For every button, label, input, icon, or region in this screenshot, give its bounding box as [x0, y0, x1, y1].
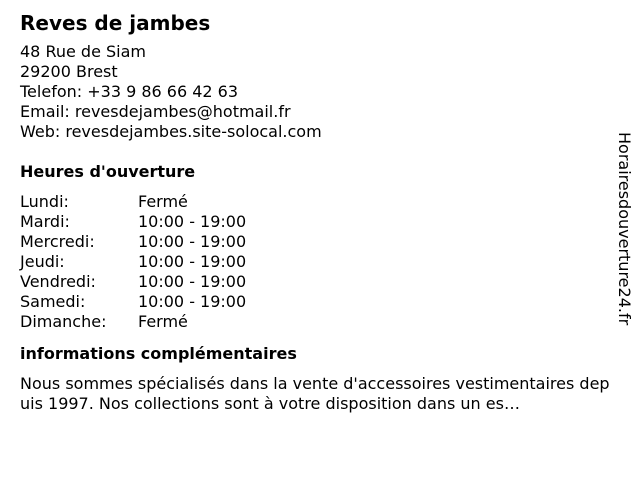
hours-time: Fermé: [138, 192, 188, 211]
hours-row-sunday: [20, 312, 610, 332]
hours-row-wednesday: [20, 232, 610, 252]
business-card: [20, 10, 610, 414]
hours-time: 10:00 - 19:00: [138, 212, 247, 231]
address-street: 48 Rue de Siam: [20, 42, 146, 61]
hours-row-tuesday: [20, 212, 610, 232]
hours-day: Jeudi:: [20, 252, 65, 271]
hours-time: 10:00 - 19:00: [138, 252, 247, 271]
address-city: 29200 Brest: [20, 62, 118, 81]
info-heading: informations complémentaires: [20, 344, 297, 363]
hours-day: Lundi:: [20, 192, 69, 211]
hours-row-saturday: [20, 292, 610, 312]
hours-day: Mardi:: [20, 212, 70, 231]
hours-time: 10:00 - 19:00: [138, 232, 247, 251]
hours-row-thursday: [20, 252, 610, 272]
hours-time: 10:00 - 19:00: [138, 272, 247, 291]
info-description: Nous sommes spécialisés dans la vente d'accessoires vestimentaires depuis 1997. Nos collections sont à votre disposition dans un es…: [20, 374, 610, 413]
email-line: Email: revesdejambes@hotmail.fr: [20, 102, 291, 121]
business-name: Reves de jambes: [20, 11, 211, 35]
web-line: Web: revesdejambes.site-solocal.com: [20, 122, 322, 141]
hours-heading: Heures d'ouverture: [20, 162, 196, 181]
hours-time: Fermé: [138, 312, 188, 331]
hours-row-monday: [20, 192, 610, 212]
site-brand-label: Horairesdouverture24.fr: [615, 132, 634, 326]
hours-row-friday: [20, 272, 610, 292]
hours-day: Samedi:: [20, 292, 86, 311]
hours-day: Vendredi:: [20, 272, 96, 291]
hours-day: Dimanche:: [20, 312, 107, 331]
hours-table: [20, 192, 610, 332]
hours-day: Mercredi:: [20, 232, 95, 251]
phone-line: Telefon: +33 9 86 66 42 63: [20, 82, 239, 101]
hours-time: 10:00 - 19:00: [138, 292, 247, 311]
